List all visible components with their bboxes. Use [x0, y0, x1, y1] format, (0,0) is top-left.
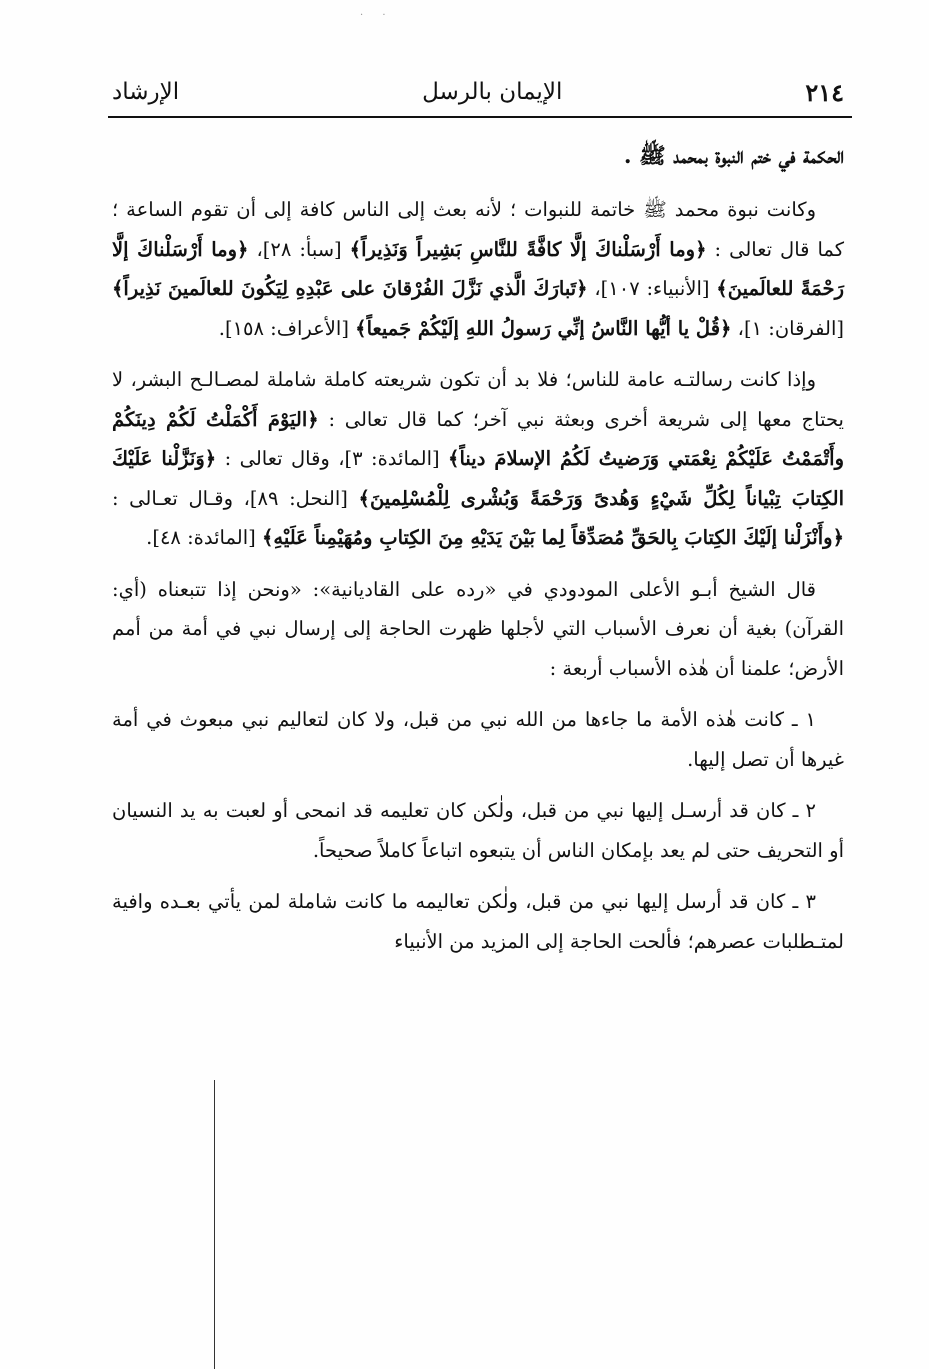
- paragraph-5: ٢ ـ كان قد أرسـل إليها نبي من قبل، ولٰكن كان تعليمه قد انمحى أو لعبت به يد النسيان أو التحريف حتى لم يعد بإمكان الناس أن يتبعوه اتباعاً كاملاً صحيحاً.: [112, 799, 844, 862]
- paragraph-1: [112, 190, 844, 348]
- quran-verse: ﴿وما أَرْسَلْناكَ إلَّا رَحْمَةً للعالَمينَ﴾: [112, 237, 844, 300]
- page-number: ٢١٤: [805, 77, 844, 107]
- quran-verse: ﴿اليَوْمَ أَكْمَلْتُ لَكُمْ دِينَكُمْ وأَتْمَمْتُ عَلَيْكُمْ نِعْمَتي وَرَضيتُ لَكُمُ الإسلامَ ديناً﴾: [112, 407, 844, 470]
- citation: [سبأ: ٢٨]،: [256, 237, 342, 261]
- scan-fold-line: [214, 1080, 215, 1369]
- page-header: [112, 72, 844, 112]
- paragraph-2: [112, 360, 844, 558]
- citation: [المائدة: ٤٨].: [146, 526, 256, 549]
- page-body: [112, 136, 844, 973]
- citation: [الأعراف: ١٥٨].: [218, 316, 349, 340]
- section-heading: الحكمة في ختم النبوة بمحمد ﷺ .: [623, 143, 844, 169]
- citation: [المائدة: ٣]، وقال تعالى :: [224, 447, 440, 470]
- text: وإذا كانت رسالتـه عامة للناس؛ فلا بد أن تكون شريعته كاملة شاملة لمصـالـح البشر، لا يحتاج معها إلى شريعة أخرى وبعثة نبي آخر؛ كما قال تعالى :: [112, 368, 844, 431]
- text: وكانت نبوة محمد ﷺ خاتمة للنبوات ؛ لأنه بعث إلى الناس كافة إلى أن تقوم الساعة ؛ كما قال تعالى :: [112, 198, 844, 261]
- paragraph-3: قال الشيخ أبـو الأعلى المودودي في «رده على القاديانية»: «ونحن إذا تتبعناه (أي: القرآن) بغية أن نعرف الأسباب التي لأجلها ظهرت الحاجة إلى إرسال نبي في أمة من أمم الأرض؛ علمنا أن هٰذه الأسباب أربعة :: [112, 577, 844, 680]
- chapter-title: الإيمان بالرسل: [422, 79, 563, 105]
- page: [112, 0, 844, 1369]
- quran-verse: ﴿قُلْ يا أيُّها النَّاسُ إنِّي رَسولُ اللهِ إلَيْكُمْ جَميعاً﴾: [355, 316, 732, 340]
- citation: [النحل: ٨٩]، وقـال تعـالى :: [112, 486, 348, 510]
- quran-verse: ﴿وأَنْزَلْنا إلَيْكَ الكِتابَ بِالحَقِّ مُصَدِّقاً لِما بَيْنَ يَدَيْهِ مِنَ الكِتابِ ومُهَيْمِناً عَلَيْهِ﴾: [261, 526, 844, 549]
- citation: [الفرقان: ١]،: [737, 316, 844, 340]
- paragraph-4: ١ ـ كانت هٰذه الأمة ما جاءها من الله نبي من قبل، ولا كان لتعاليم نبي مبعوث في أمة غيرها أن تصل إليها.: [112, 708, 844, 771]
- paragraph-6: ٣ ـ كان قد أرسل إليها نبي من قبل، ولٰكن تعاليمه ما كانت شاملة لمن يأتي بعـده وافية لمتـطلبات عصرهم؛ فألحت الحاجة إلى المزيد من الأنبياء: [112, 890, 844, 953]
- book-title: الإرشاد: [112, 79, 180, 105]
- quran-verse: ﴿وما أَرْسَلْناكَ إلَّا كافَّةً للنَّاسِ بَشِيراً وَنَذِيراً﴾: [349, 237, 707, 261]
- quran-verse: ﴿تَبارَكَ الَّذي نَزَّلَ الفُرْقانَ على عَبْدِهِ لِيَكُونَ للعالَمينَ نَذِيراً﴾: [112, 277, 588, 300]
- header-rule: [108, 116, 852, 118]
- scan-specks: · ·: [360, 10, 394, 21]
- citation: [الأنبياء: ١٠٧]،: [594, 277, 710, 300]
- quran-verse: ﴿وَنَزَّلْنا عَلَيْكَ الكِتابَ تِبْياناً لِكُلِّ شَيْءٍ وَهُدىً وَرَحْمَةً وَبُشْرى لِلْمُسْلِمينَ﴾: [112, 447, 844, 510]
